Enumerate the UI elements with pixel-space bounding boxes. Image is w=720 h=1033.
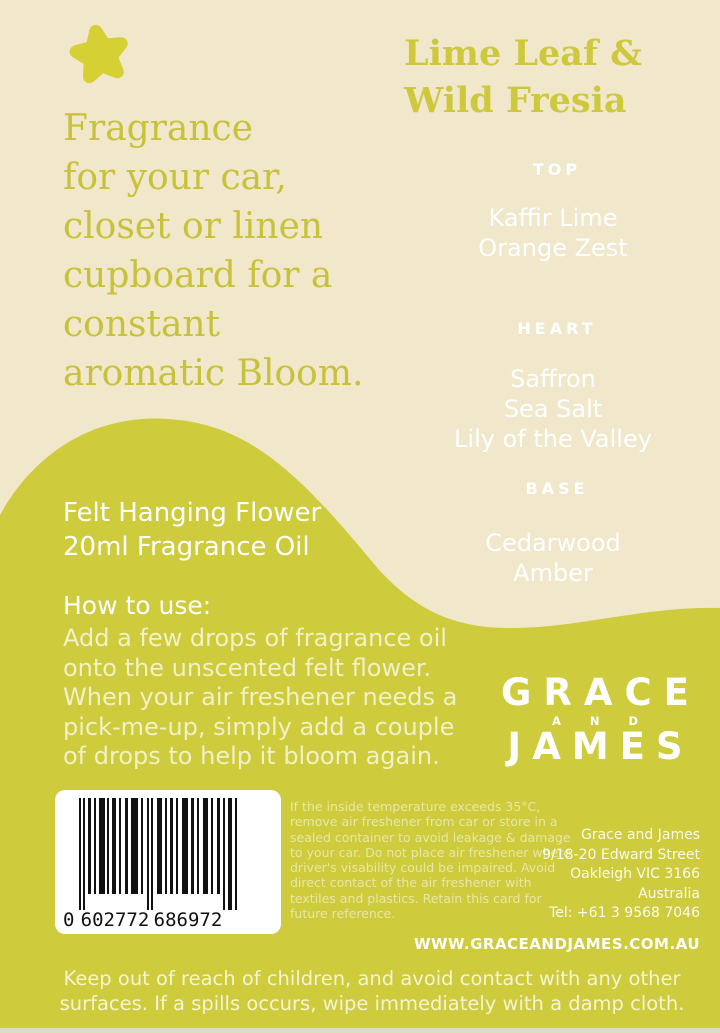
note-item: Lily of the Valley	[454, 425, 652, 453]
note-item: Sea Salt	[503, 395, 603, 423]
website-url: WWW.GRACEANDJAMES.COM.AU	[413, 935, 700, 953]
contact-line: 9/18-20 Edward Street	[542, 846, 700, 863]
barcode-group1: 602772	[80, 909, 150, 931]
base-notes-list	[390, 528, 716, 588]
intro-paragraph	[63, 104, 363, 398]
brand-logo	[478, 671, 712, 768]
brand-logo-and: AND	[551, 714, 668, 728]
note-item: Kaffir Lime	[488, 204, 618, 232]
heart-notes-label: HEART	[517, 319, 597, 338]
note-item: Amber	[513, 559, 593, 587]
contact-address	[440, 826, 700, 924]
intro-line: for your car,	[63, 157, 287, 198]
intro-line: cupboard for a	[63, 255, 333, 296]
intro-line: closet or linen	[63, 206, 324, 247]
how-to-use-section	[63, 590, 475, 772]
top-notes-label: TOP	[532, 160, 582, 179]
scent-title-line: Lime Leaf &	[404, 33, 642, 74]
warning-fine-print: If the inside temperature exceeds 35°C, remove air freshener from car or store in a sealed container to avoid leakage & damage to your car. Do not place air freshener where driver's visability could be impaired. Avoid direct contact of the air freshener with textiles and plastics. Retain this card for future reference.	[290, 799, 571, 922]
scent-title-line: Wild Fresia	[404, 80, 627, 121]
contact-line: Grace and James	[581, 827, 700, 843]
note-item: Orange Zest	[478, 234, 628, 262]
intro-line: Fragrance	[63, 108, 254, 149]
heart-notes-list	[390, 364, 716, 454]
barcode	[55, 790, 281, 934]
caution-text: Keep out of reach of children, and avoid contact with any other surfaces. If a spills occurs, wipe immediately with a damp cloth.	[59, 967, 685, 1015]
bloom-star-icon	[62, 20, 136, 90]
barcode-group2: 686972	[153, 909, 223, 931]
product-line: Felt Hanging Flower	[63, 498, 322, 528]
contact-line: Australia	[638, 885, 700, 902]
brand-logo-grace: GRACE	[501, 671, 701, 714]
base-notes-label: BASE	[525, 479, 589, 498]
barcode-lead-digit: 0	[63, 909, 75, 931]
contact-line: Oakleigh VIC 3166	[570, 866, 700, 882]
product-line: 20ml Fragrance Oil	[63, 532, 310, 562]
barcode-bars	[55, 790, 281, 934]
scent-title	[404, 30, 642, 124]
how-to-use-body: Add a few drops of fragrance oil onto the unscented felt flower. When your air freshener needs a pick-me-up, simply add a couple of drops to help it bloom again.	[63, 624, 458, 770]
brand-logo-james: JAMES	[507, 725, 694, 768]
top-notes-list	[390, 203, 716, 263]
intro-line: constant	[63, 304, 221, 345]
intro-line: aromatic Bloom.	[63, 353, 364, 394]
note-item: Saffron	[510, 365, 596, 393]
note-item: Cedarwood	[485, 529, 621, 557]
how-to-use-heading: How to use:	[63, 591, 212, 620]
card-bottom-edge	[0, 1028, 720, 1033]
contact-phone: Tel: +61 3 9568 7046	[549, 905, 700, 921]
product-description	[63, 496, 321, 564]
